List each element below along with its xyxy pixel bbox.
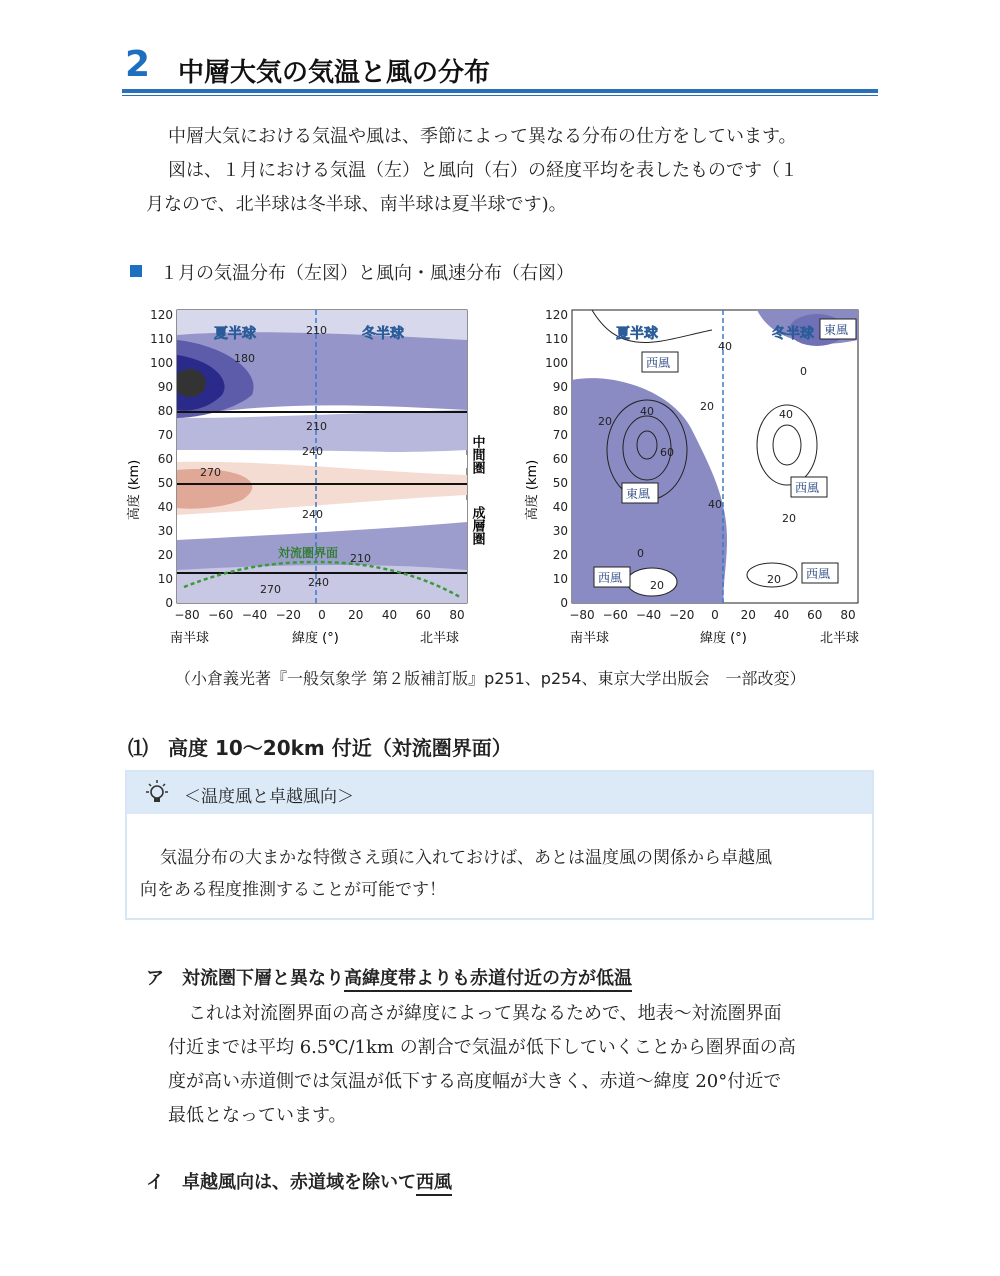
wind-y-axis-label: 高度 (km) [525,459,540,521]
temp-label: 240 [302,508,323,521]
wind-label: 40 [779,408,793,421]
y-tick-label: 30 [157,524,173,538]
subsection-heading: ⑴ 高度 10〜20km 付近（対流圏界面） [128,736,512,760]
tip-box-line-2: 向をある程度推測することが可能です！ [140,880,446,900]
title-rule-thin [122,95,878,96]
x-tick-label: −80 [174,608,200,622]
x-tick-label: 60 [415,608,431,622]
y-tick-label: 110 [150,332,173,346]
intro-line-3: 月なので、北半球は冬半球、南半球は夏半球です)。 [146,194,567,215]
x-tick-label: −60 [602,608,628,622]
x-tick-label: 80 [840,608,856,622]
x-tick-label: 0 [711,608,719,622]
temp-label: 240 [302,445,323,458]
y-tick-label: 60 [157,452,173,466]
y-tick-label: 80 [552,404,568,418]
x-tick-label: −60 [208,608,234,622]
point-a-line-2: 付近までは平均 6.5℃/1km の割合で気温が低下していくことから圏界面の高 [168,1037,796,1058]
x-tick-label: −40 [241,608,268,622]
x-tick-label: 20 [348,608,364,622]
wind-chart [512,300,892,650]
figure-credit: （小倉義光著『一般気象学 第２版補訂版』p251、p254、東京大学出版会 一部改変） [175,669,806,688]
y-tick-label: 40 [552,500,568,514]
y-tick-label: 30 [552,524,568,538]
wind-label: 0 [637,547,644,560]
x-tick-label: 60 [807,608,823,622]
north-hemisphere-label: 北半球 [820,631,860,646]
x-tick-label: −40 [635,608,662,622]
point-a-line-4: 最低となっています。 [168,1105,347,1126]
y-tick-label: 10 [157,572,173,586]
section-title: 中層大気の気温と風の分布 [178,58,491,88]
west-wind-label: 西風 [806,567,831,581]
mesosphere-label: 中間圏 [469,435,485,474]
wind-label: 40 [718,340,732,353]
summer-hemisphere-label: 夏半球 [214,326,256,342]
wind-label: 20 [650,579,664,592]
point-b-heading [146,1168,452,1194]
west-wind-label: 西風 [646,356,671,370]
y-tick-label: 100 [150,356,173,370]
x-tick-label: 80 [449,608,465,622]
y-tick-label: 20 [552,548,568,562]
wind-label: 0 [800,365,807,378]
point-a-heading [146,964,632,990]
caption-bullet-icon [130,265,142,277]
point-a-highlight: 高緯度帯よりも赤道付近の方が低温 [344,968,632,992]
wind-label: 40 [708,498,722,511]
temp-label: 210 [350,552,371,565]
east-wind-label: 東風 [824,323,849,337]
y-tick-label: 70 [157,428,173,442]
lightbulb-icon [143,779,171,807]
y-tick-label: 40 [157,500,173,514]
tropopause-label: 対流圏界面 [278,546,339,560]
east-wind-label: 東風 [626,487,651,501]
wind-y-ticks [545,308,568,610]
y-tick-label: 120 [545,308,568,322]
point-a-line-3: 度が高い赤道側では気温が低下する高度幅が大きく、赤道〜緯度 20°付近で [168,1071,782,1092]
temp-y-axis-label: 高度 (km) [127,459,142,521]
temperature-chart [122,300,512,650]
y-tick-label: 10 [552,572,568,586]
wind-label: 20 [782,512,796,525]
x-tick-label: 0 [318,608,326,622]
south-hemisphere-label: 南半球 [570,631,610,646]
wind-label: 20 [598,415,612,428]
temp-label: 180 [234,352,255,365]
temp-x-ticks [174,608,464,622]
y-tick-label: 90 [157,380,173,394]
south-hemisphere-label: 南半球 [170,631,210,646]
y-tick-label: 50 [552,476,568,490]
title-rule [122,89,878,93]
y-tick-label: 120 [150,308,173,322]
wind-x-ticks [569,608,855,622]
y-tick-label: 0 [165,596,173,610]
summer-hemisphere-label: 夏半球 [616,326,658,342]
point-b-highlight: 西風 [416,1172,452,1196]
y-tick-label: 70 [552,428,568,442]
point-b-prefix: イ 卓越風向は、赤道域を除いて [146,1172,416,1193]
intro-line-2: 図は、１月における気温（左）と風向（右）の経度平均を表したものです（１ [168,160,798,181]
y-tick-label: 100 [545,356,568,370]
wind-label: 20 [700,400,714,413]
point-a-line-1: これは対流圏界面の高さが緯度によって異なるためで、地表〜対流圏界面 [188,1003,782,1024]
point-a-prefix: ア 対流圏下層と異なり [146,968,344,989]
west-wind-label: 西風 [795,481,820,495]
wind-x-axis-label: 緯度 (°) [700,631,747,646]
temp-label: 210 [306,420,327,433]
wind-label: 20 [767,573,781,586]
wind-label: 40 [640,405,654,418]
x-tick-label: 40 [381,608,398,622]
north-hemisphere-label: 北半球 [420,631,460,646]
y-tick-label: 90 [552,380,568,394]
temp-label: 210 [306,324,327,337]
y-tick-label: 0 [560,596,568,610]
winter-hemisphere-label: 冬半球 [362,326,404,342]
temp-x-axis-label: 緯度 (°) [292,631,339,646]
x-tick-label: 40 [773,608,790,622]
x-tick-label: 20 [740,608,756,622]
wind-label: 60 [660,446,674,459]
tip-box-line-1: 気温分布の大まかな特徴さえ頭に入れておけば、あとは温度風の関係から卓越風 [160,848,772,868]
temp-label: 240 [308,576,329,589]
temp-y-ticks [150,308,173,610]
y-tick-label: 20 [157,548,173,562]
y-tick-label: 50 [157,476,173,490]
y-tick-label: 80 [157,404,173,418]
tip-box-title: ＜温度風と卓越風向＞ [184,787,354,807]
figure-caption: １月の気温分布（左図）と風向・風速分布（右図） [160,263,574,284]
x-tick-label: −20 [669,608,695,622]
section-number: 2 [125,44,151,85]
temp-label: 270 [200,466,221,479]
west-wind-label: 西風 [598,571,623,585]
x-tick-label: −20 [275,608,301,622]
stratosphere-label: 成層圏 [469,506,485,545]
y-tick-label: 110 [545,332,568,346]
y-tick-label: 60 [552,452,568,466]
winter-hemisphere-label: 冬半球 [772,326,814,342]
temp-label: 270 [260,583,281,596]
intro-line-1: 中層大気における気温や風は、季節によって異なる分布の仕方をしています。 [168,126,797,147]
x-tick-label: −80 [569,608,595,622]
